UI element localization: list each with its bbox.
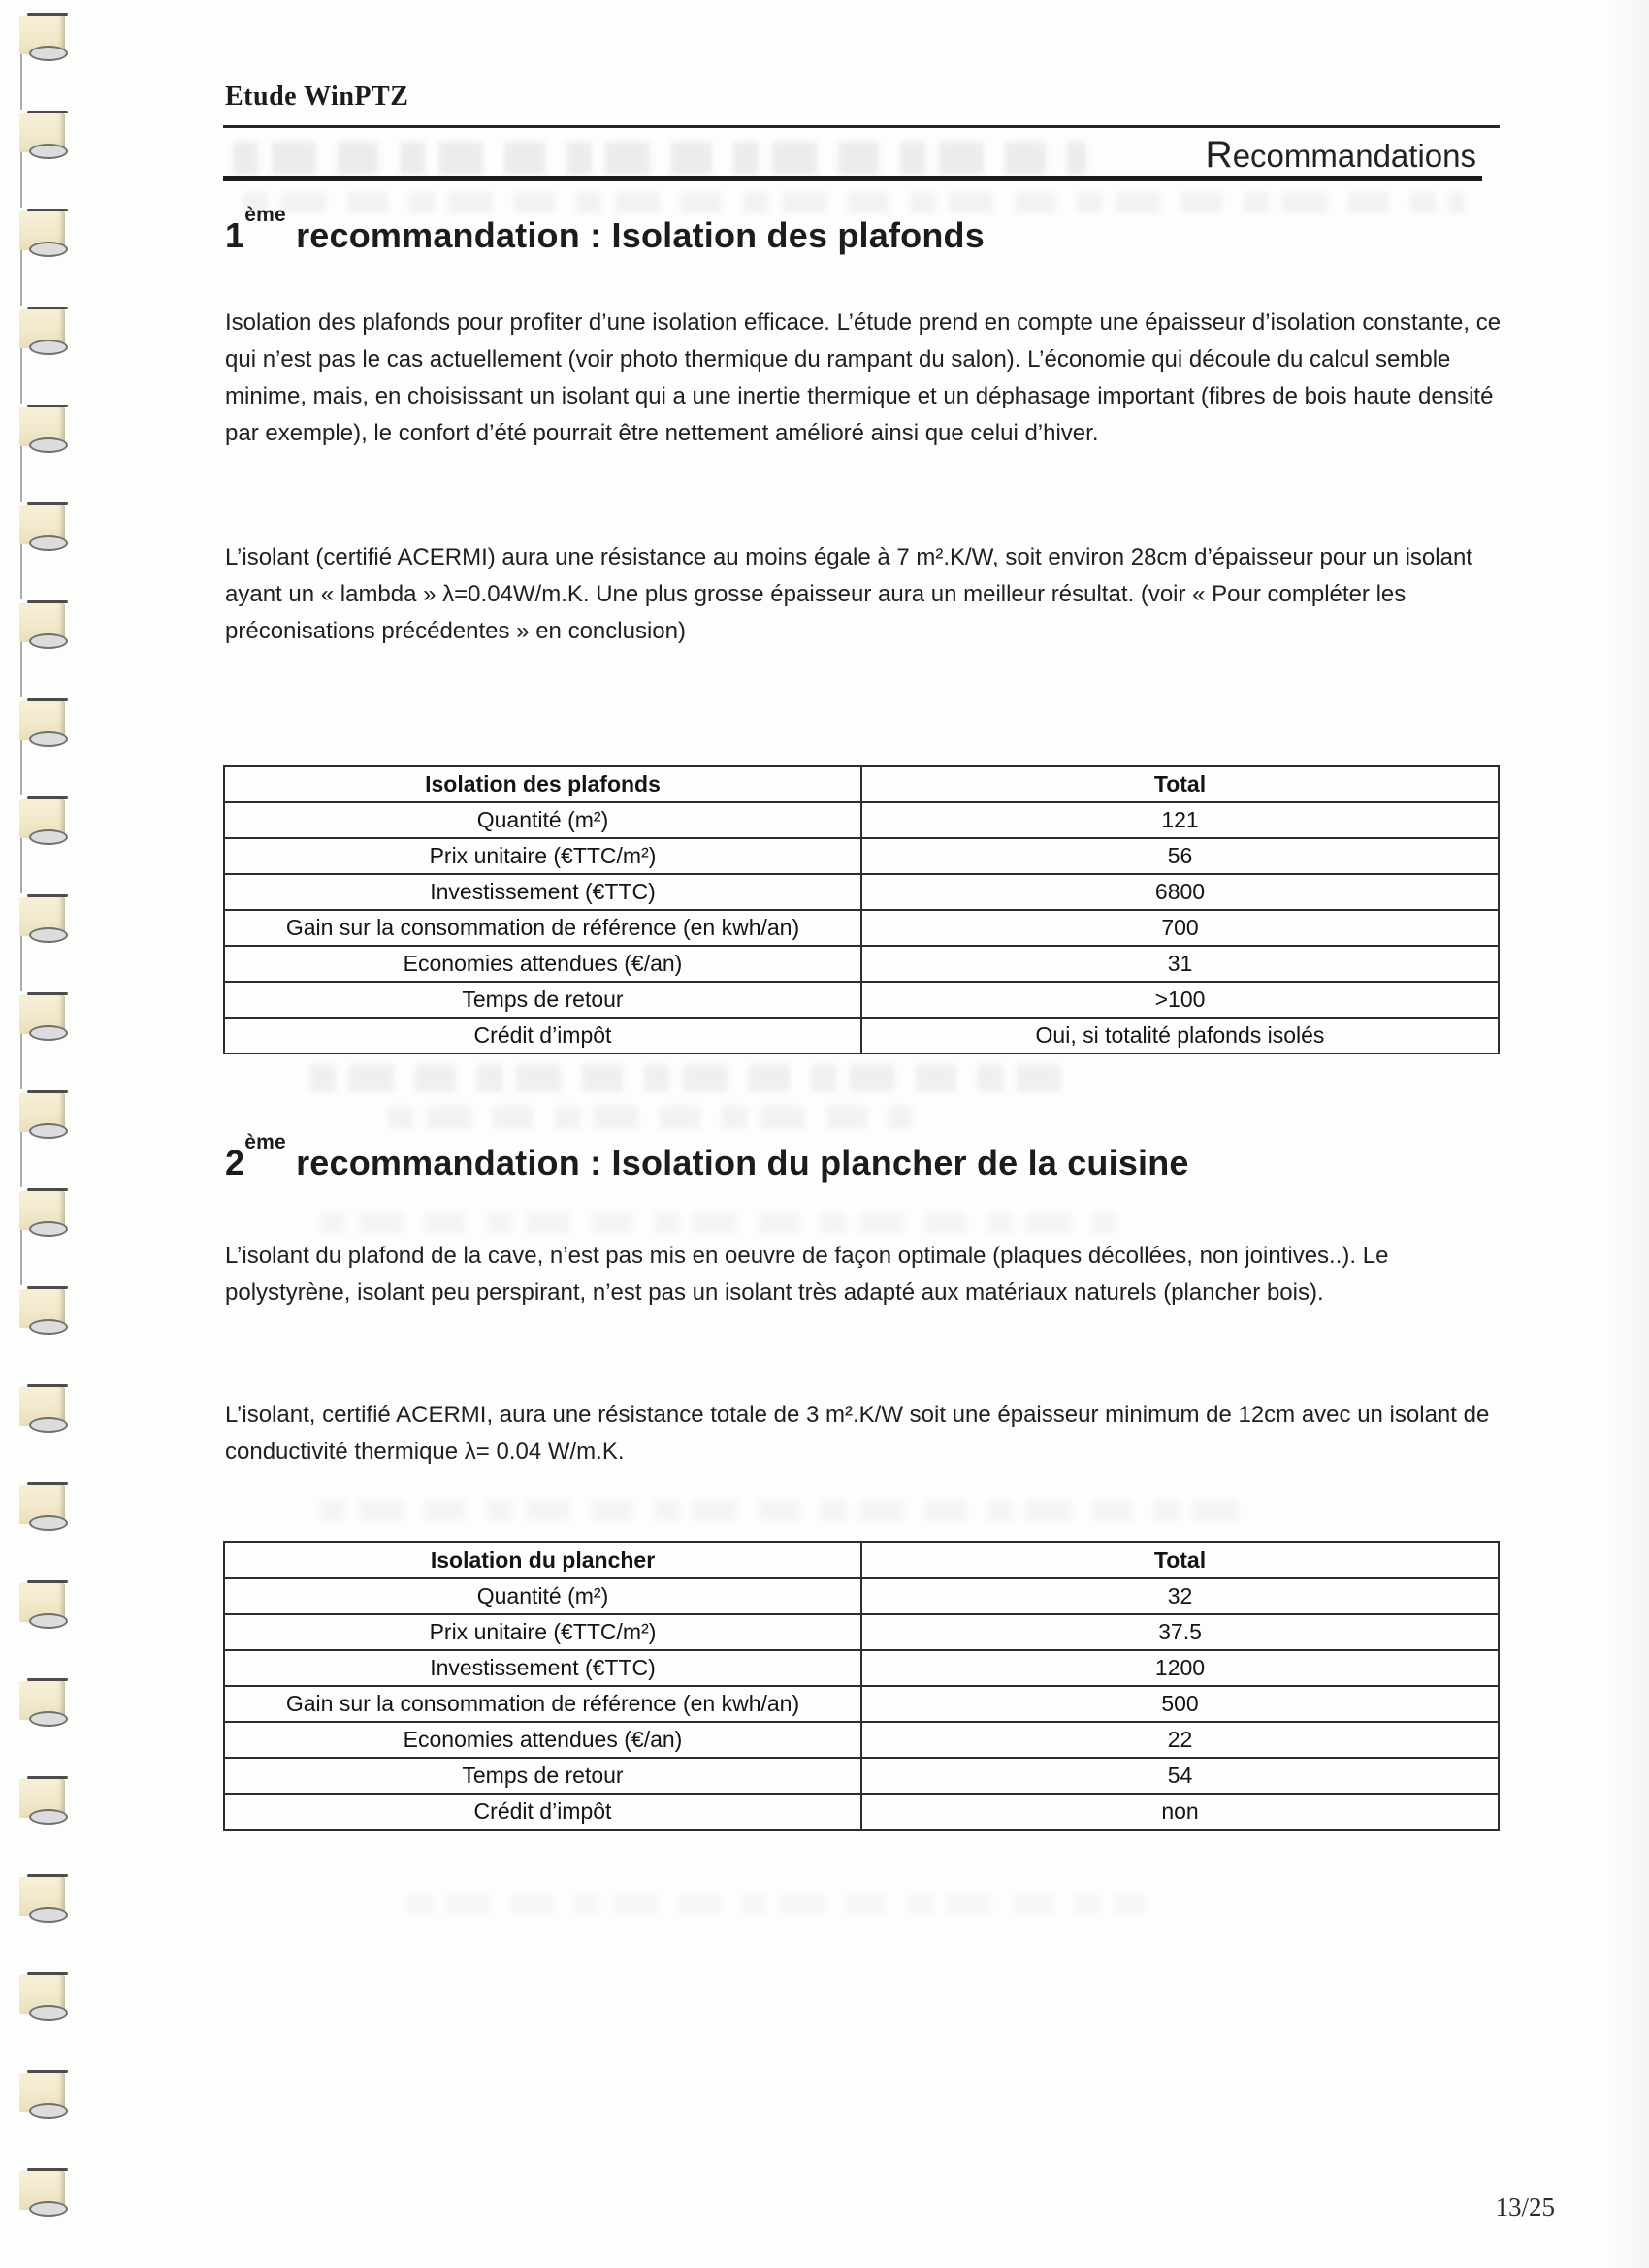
bleed-through-band bbox=[242, 192, 1465, 213]
row-value: 37.5 bbox=[861, 1614, 1499, 1650]
row-label: Investissement (€TTC) bbox=[224, 1650, 861, 1686]
binding-edge-line bbox=[20, 1230, 22, 1285]
table-row bbox=[224, 910, 1499, 946]
row-label: Economies attendues (€/an) bbox=[224, 1722, 861, 1758]
binding-comb-tooth bbox=[19, 1485, 65, 1524]
table-row bbox=[224, 982, 1499, 1018]
binding-edge-line bbox=[20, 740, 22, 795]
table-row bbox=[224, 838, 1499, 874]
row-label: Gain sur la consommation de référence (en kwh/an) bbox=[224, 910, 861, 946]
row-value: 500 bbox=[861, 1686, 1499, 1722]
table-header-row bbox=[224, 766, 1499, 802]
row-label: Investissement (€TTC) bbox=[224, 874, 861, 910]
binding-comb-tooth bbox=[19, 897, 65, 936]
bleed-through-band bbox=[320, 1213, 1116, 1234]
bleed-through-band bbox=[320, 1500, 1251, 1521]
table-isolation-plafonds bbox=[223, 765, 1500, 1054]
binding-comb-tooth bbox=[19, 113, 65, 152]
bleed-through-band bbox=[388, 1106, 912, 1129]
section-1-paragraph-1: Isolation des plafonds pour profiter d’une isolation efficace. L’étude prend en compte une épaisseur d’isolation constante, ce qui n’est pas le cas actuellement (voir photo thermique du rampant du salon). L’économie qui découle du calcul semble minime, mais, en choisissant un isolant qui a une inertie thermique et un déphasage important (fibres de bois haute densité par exemple), le confort d’été pourrait être nettement amélioré ainsi que celui d’hiver. bbox=[225, 309, 1502, 446]
binding-edge-line bbox=[20, 250, 22, 306]
row-label: Prix unitaire (€TTC/m²) bbox=[224, 1614, 861, 1650]
binding-comb-tooth bbox=[19, 16, 65, 54]
header-section-label: Recommandations bbox=[1205, 134, 1476, 176]
row-value: 121 bbox=[861, 802, 1499, 838]
table-header-row bbox=[224, 1542, 1499, 1578]
row-label: Crédit d’impôt bbox=[224, 1018, 861, 1053]
section-1-title-text: recommandation : Isolation des plafonds bbox=[285, 215, 985, 255]
section-2-title-text: recommandation : Isolation du plancher de la cuisine bbox=[285, 1143, 1189, 1183]
section-1-title bbox=[225, 204, 985, 256]
binding-comb-tooth bbox=[19, 1975, 65, 2014]
binding-edge-line bbox=[20, 348, 22, 404]
bleed-through-band bbox=[407, 1894, 1145, 1915]
table-row bbox=[224, 1794, 1499, 1830]
binding-edge-line bbox=[20, 544, 22, 599]
binding-comb-tooth bbox=[19, 995, 65, 1034]
row-value: 31 bbox=[861, 946, 1499, 982]
row-value: >100 bbox=[861, 982, 1499, 1018]
header-rule-thick bbox=[223, 176, 1482, 181]
binding-comb-tooth bbox=[19, 1191, 65, 1230]
binding-edge-line bbox=[20, 152, 22, 208]
table-row bbox=[224, 1650, 1499, 1686]
binding-comb-tooth bbox=[19, 1289, 65, 1328]
row-value: 1200 bbox=[861, 1650, 1499, 1686]
section-2-paragraph-2: L’isolant, certifié ACERMI, aura une résistance totale de 3 m².K/W soit une épaisseur minimum de 12cm avec un isolant de conductivité thermique λ= 0.04 W/m.K. bbox=[225, 1402, 1490, 1465]
binding-comb-tooth bbox=[19, 1779, 65, 1818]
table-header-total: Total bbox=[861, 1542, 1499, 1578]
binding-edge-line bbox=[20, 642, 22, 697]
row-label: Crédit d’impôt bbox=[224, 1794, 861, 1830]
binding-comb-tooth bbox=[19, 211, 65, 250]
binding-comb-tooth bbox=[19, 2073, 65, 2112]
row-value: 56 bbox=[861, 838, 1499, 874]
table-row bbox=[224, 1578, 1499, 1614]
row-label: Quantité (m²) bbox=[224, 1578, 861, 1614]
binding-edge-line bbox=[20, 936, 22, 991]
row-value: 54 bbox=[861, 1758, 1499, 1794]
section-2-title-ordinal-suffix: ème bbox=[244, 1131, 286, 1153]
table-row bbox=[224, 874, 1499, 910]
binding-comb-tooth bbox=[19, 701, 65, 740]
binding-strip bbox=[0, 0, 116, 2268]
table-row bbox=[224, 1614, 1499, 1650]
binding-comb-tooth bbox=[19, 1877, 65, 1916]
section-2-paragraph-1: L’isolant du plafond de la cave, n’est pas mis en oeuvre de façon optimale (plaques décollées, non jointives..). Le polystyrène, isolant peu perspirant, n’est pas un isolant très adapté aux matériaux naturels (plancher bois). bbox=[225, 1243, 1389, 1306]
row-label: Gain sur la consommation de référence (en kwh/an) bbox=[224, 1686, 861, 1722]
page-number: 13/25 bbox=[1495, 2192, 1555, 2221]
binding-edge-line bbox=[20, 1034, 22, 1089]
table-row bbox=[224, 1686, 1499, 1722]
binding-edge-line bbox=[20, 446, 22, 502]
table-row bbox=[224, 1018, 1499, 1053]
row-label: Quantité (m²) bbox=[224, 802, 861, 838]
row-value: non bbox=[861, 1794, 1499, 1830]
table-header-label: Isolation des plafonds bbox=[224, 766, 861, 802]
row-value: 32 bbox=[861, 1578, 1499, 1614]
header-rule-thin bbox=[223, 125, 1500, 128]
section-1-paragraph-2: L’isolant (certifié ACERMI) aura une résistance au moins égale à 7 m².K/W, soit environ 28cm d’épaisseur pour un isolant ayant un « lambda » λ=0.04W/m.K. Une plus grosse épaisseur aura un meilleur résultat. (voir « Pour compléter les préconisations précédentes » en conclusion) bbox=[225, 544, 1472, 644]
section-2-title-number: 2 bbox=[225, 1143, 245, 1183]
table-row bbox=[224, 946, 1499, 982]
binding-comb-tooth bbox=[19, 1093, 65, 1132]
table-isolation-plancher bbox=[223, 1541, 1500, 1831]
table-header-label: Isolation du plancher bbox=[224, 1542, 861, 1578]
row-value: Oui, si totalité plafonds isolés bbox=[861, 1018, 1499, 1053]
binding-comb-tooth bbox=[19, 603, 65, 642]
row-label: Economies attendues (€/an) bbox=[224, 946, 861, 982]
table-row bbox=[224, 802, 1499, 838]
document-title: Etude WinPTZ bbox=[225, 81, 409, 112]
section-1-title-number: 1 bbox=[225, 215, 245, 255]
row-label: Temps de retour bbox=[224, 982, 861, 1018]
binding-comb-tooth bbox=[19, 1387, 65, 1426]
row-value: 700 bbox=[861, 910, 1499, 946]
row-label: Temps de retour bbox=[224, 1758, 861, 1794]
binding-edge-line bbox=[20, 838, 22, 893]
binding-comb-tooth bbox=[19, 799, 65, 838]
row-value: 22 bbox=[861, 1722, 1499, 1758]
binding-comb-tooth bbox=[19, 2171, 65, 2210]
binding-comb-tooth bbox=[19, 1681, 65, 1720]
table-row bbox=[224, 1758, 1499, 1794]
table-row bbox=[224, 1722, 1499, 1758]
table-header-total: Total bbox=[861, 766, 1499, 802]
row-value: 6800 bbox=[861, 874, 1499, 910]
binding-comb-tooth bbox=[19, 1583, 65, 1622]
binding-edge-line bbox=[20, 1132, 22, 1187]
binding-comb-tooth bbox=[19, 407, 65, 446]
bleed-through-band bbox=[310, 1065, 1067, 1092]
section-1-title-ordinal-suffix: ème bbox=[244, 204, 286, 226]
section-2-title bbox=[225, 1131, 1189, 1183]
binding-edge-line bbox=[20, 54, 22, 110]
binding-comb-tooth bbox=[19, 505, 65, 544]
binding-comb-tooth bbox=[19, 309, 65, 348]
row-label: Prix unitaire (€TTC/m²) bbox=[224, 838, 861, 874]
